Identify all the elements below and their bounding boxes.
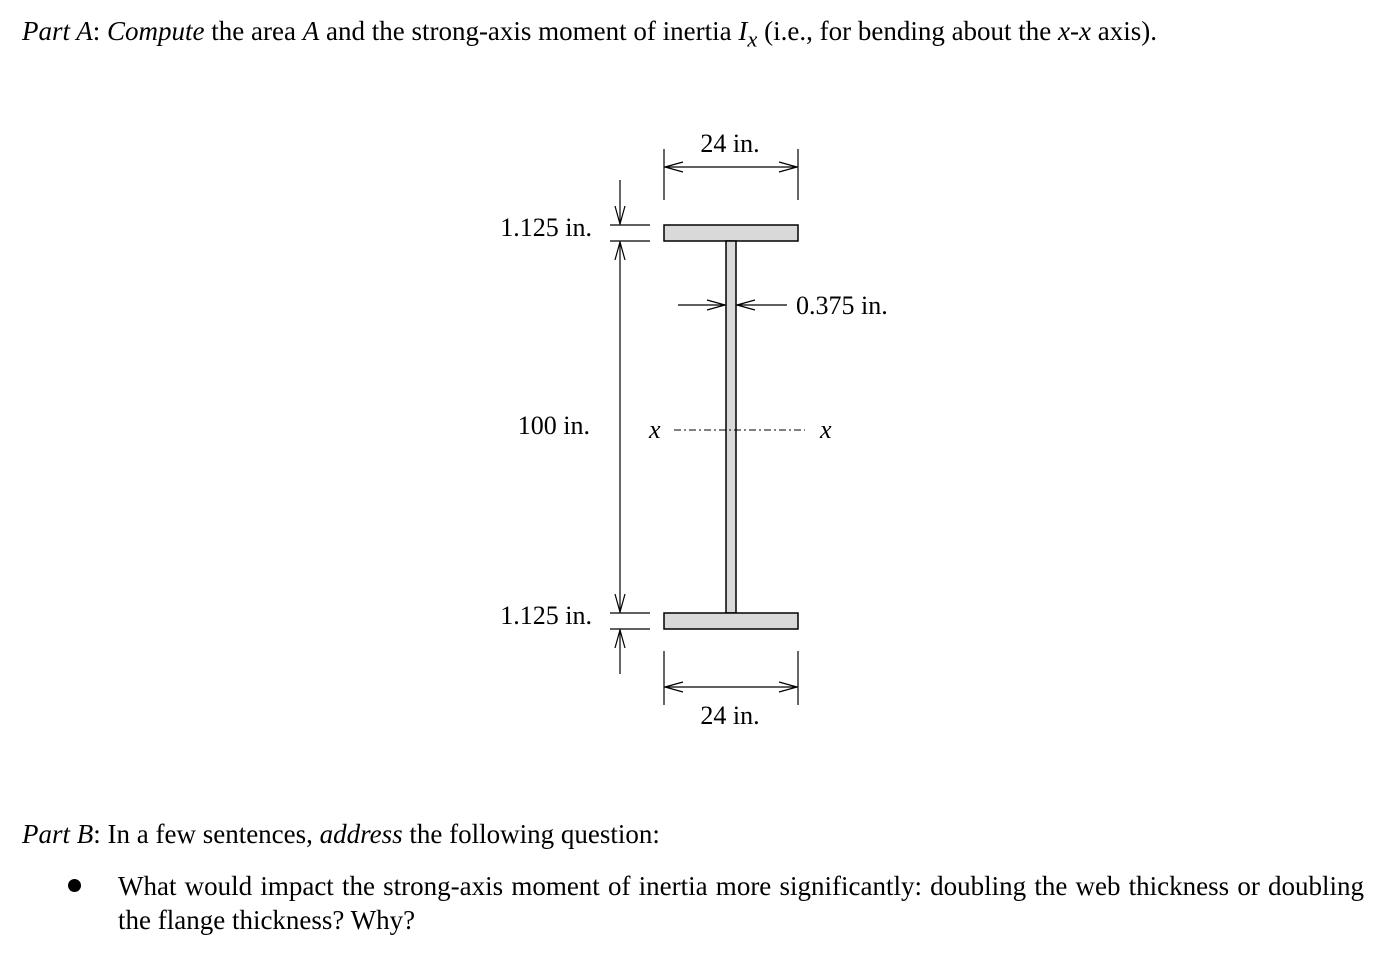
i-beam-section [664, 225, 798, 629]
top-flange-width-label: 24 in. [700, 129, 760, 158]
part-a-text-2: and the strong-axis moment of inertia [319, 16, 739, 46]
top-flange-thickness-label: 1.125 in. [500, 213, 592, 242]
part-a-text-3: (i.e., for bending about the [757, 16, 1059, 46]
part-b-text-1: : In a few sentences, [93, 819, 320, 849]
part-b-verb: address [319, 819, 403, 849]
part-b-text-2: the following question: [402, 819, 660, 849]
area-variable: A [302, 16, 320, 46]
part-a-verb: Compute [107, 16, 205, 46]
part-b-label: Part B [22, 819, 94, 849]
top-flange [664, 225, 798, 241]
bottom-flange [664, 613, 798, 629]
inertia-subscript: x [747, 26, 758, 52]
bottom-flange-thickness-label: 1.125 in. [500, 601, 592, 630]
part-a-text-1: the area [204, 16, 303, 46]
bullet-point [68, 879, 81, 892]
bottom-flange-width-label: 24 in. [700, 701, 760, 730]
part-a-text-4: axis). [1091, 16, 1157, 46]
vertical-dimensions [610, 180, 650, 674]
part-a-colon: : [92, 16, 108, 46]
web-height-label: 100 in. [517, 411, 590, 440]
axis-name: x-x [1058, 16, 1092, 46]
part-a-label: Part A [22, 16, 93, 46]
web-thickness-label: 0.375 in. [796, 291, 888, 320]
axis-label-left: x [649, 415, 661, 444]
inertia-variable: I [738, 16, 748, 46]
part-b-prompt [22, 817, 660, 851]
bottom-width-dimension [664, 651, 798, 705]
web [726, 241, 736, 613]
part-b-question: What would impact the strong-axis moment of inertia more significantly: doubling the web thickness or doubling the flange thickness? Why? [118, 871, 1364, 935]
axis-label-right: x [820, 415, 832, 444]
